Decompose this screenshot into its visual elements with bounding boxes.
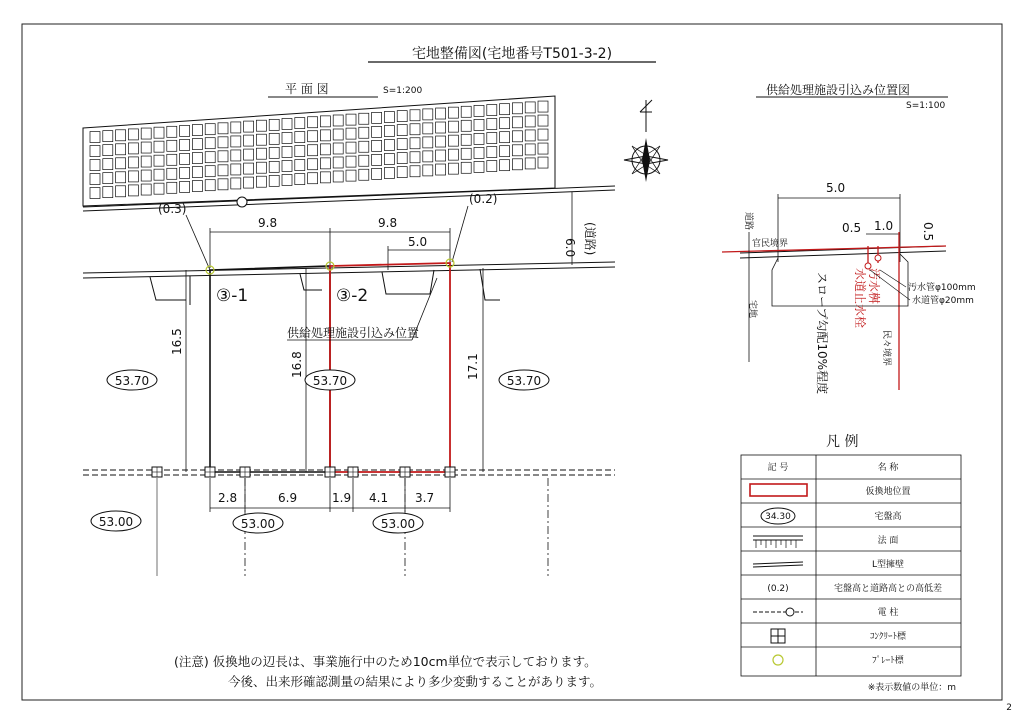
concrete-marker-icon — [445, 467, 455, 477]
utility-pole-marker — [237, 197, 247, 207]
plan-scale: S=1:200 — [383, 86, 423, 96]
low-elev-2: 53.00 — [240, 517, 276, 531]
note-line-1: (注意) 仮換地の辺長は、事業施行中のため10cm単位で表示しております。 — [174, 654, 597, 669]
legend-name-plate: ﾌﾟﾚｰﾄ標 — [872, 656, 904, 666]
low-elev-1: 53.00 — [98, 515, 134, 529]
road-width-dim: 6.0 — [563, 238, 577, 258]
legend-name-lot: 仮換地位置 — [865, 487, 911, 497]
legend-symbol-diff: (0.2) — [767, 584, 789, 594]
legend-name-diff: 宅盤高と道路高との高低差 — [833, 584, 943, 594]
detail-dim-b: 1.0 — [874, 219, 894, 233]
drawing-title: 宅地整備図(宅地番号T501-3-2) — [411, 46, 613, 62]
detail-sewer-pipe: 汚水管φ100mm — [908, 283, 976, 293]
legend-name-lwall: L型擁壁 — [871, 560, 905, 570]
top-dim-right: 9.8 — [378, 216, 398, 230]
plan-heading: 平 面 図 — [285, 82, 329, 96]
legend-symbol-pole — [753, 608, 803, 616]
legend-symbol-concrete — [771, 629, 785, 643]
bottom-dim-5: 3.7 — [415, 491, 435, 505]
detail-sewer-box: 汚水桝 — [867, 268, 881, 305]
detail-water-pipe: 水道管φ20mm — [912, 296, 974, 306]
legend-col-name: 名 称 — [877, 463, 899, 473]
side-dim-right: 17.1 — [466, 353, 480, 380]
detail-view — [722, 82, 976, 394]
legend-symbol-slope — [753, 536, 803, 548]
supply-position-label: 供給処理施設引込み位置 — [287, 326, 420, 340]
concrete-marker-icon — [205, 467, 215, 477]
page-number: 2 — [1006, 703, 1012, 713]
detail-dim-a: 0.5 — [842, 221, 862, 235]
low-elev-3: 53.00 — [380, 517, 416, 531]
concrete-marker-icon — [400, 467, 410, 477]
elev-right: 53.70 — [506, 374, 542, 388]
legend-name-pole: 電 柱 — [877, 608, 899, 618]
side-dim-mid: 16.8 — [290, 351, 304, 378]
detail-official-boundary: 官民境界 — [752, 239, 789, 249]
legend — [741, 434, 961, 693]
detail-heading: 供給処理施設引込み位置図 — [766, 83, 911, 97]
plan-view — [83, 82, 668, 576]
detail-road: 道路 — [743, 212, 753, 231]
legend-symbol-lwall — [753, 562, 803, 567]
side-dim-left: 16.5 — [170, 328, 184, 355]
lot-label-3-2: ③-2 — [336, 286, 369, 306]
grid-block — [83, 96, 555, 206]
legend-title: 凡 例 — [826, 434, 859, 450]
lot-label-3-1: ③-1 — [216, 286, 249, 306]
bottom-dim-4: 4.1 — [369, 491, 389, 505]
unit-note: ※表示数値の単位：m — [867, 683, 956, 693]
bottom-dim-1: 2.8 — [218, 491, 238, 505]
concrete-marker-icon — [348, 467, 358, 477]
legend-symbol-lot — [750, 484, 807, 496]
detail-scale: S=1:100 — [906, 101, 946, 111]
sheet-border — [22, 24, 1002, 700]
detail-lot: 宅地 — [747, 300, 757, 319]
height-diff-right: (0.2) — [469, 192, 498, 206]
detail-dim-top: 5.0 — [826, 181, 846, 195]
concrete-marker-icon — [325, 467, 335, 477]
concrete-marker-icon — [152, 467, 162, 477]
detail-water-valve: 水道止水栓 — [853, 268, 867, 329]
height-diff-left: (0.3) — [158, 202, 187, 216]
road-label: (道路) — [583, 222, 597, 256]
detail-dim-c: 0.5 — [921, 222, 935, 242]
legend-name-slope: 法 面 — [877, 536, 899, 546]
detail-private-boundary: 民々境界 — [881, 330, 891, 367]
top-dim-left: 9.8 — [258, 216, 278, 230]
legend-name-concrete: ｺﾝｸﾘｰﾄ標 — [869, 632, 907, 642]
elev-left: 53.70 — [114, 374, 150, 388]
legend-col-symbol: 記 号 — [767, 463, 789, 473]
legend-symbol-plate — [773, 655, 783, 665]
elev-mid: 53.70 — [312, 374, 348, 388]
north-arrow-icon — [624, 100, 668, 182]
note-line-2: 今後、出来形確認測量の結果により多少変動することがあります。 — [228, 674, 603, 689]
concrete-marker-icon — [240, 467, 250, 477]
bottom-dim-2: 6.9 — [278, 491, 298, 505]
legend-name-elev: 宅盤高 — [874, 512, 902, 522]
legend-symbol-elev-text: 34.30 — [765, 512, 791, 522]
detail-slope: スロープ勾配10%程度 — [815, 272, 829, 395]
top-dim-small: 5.0 — [408, 235, 428, 249]
bottom-dim-3: 1.9 — [332, 491, 352, 505]
